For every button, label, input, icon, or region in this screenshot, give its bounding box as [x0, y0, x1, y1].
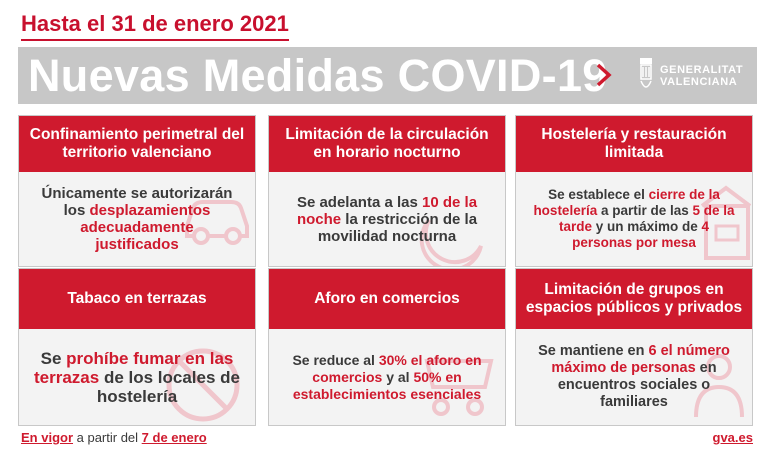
page-title: Nuevas Medidas COVID-19	[28, 50, 608, 101]
card-title: Limitación de grupos en espacios públicos y privados	[516, 269, 752, 329]
generalitat-logo[interactable]	[638, 55, 752, 97]
title-banner	[18, 47, 757, 104]
card-body	[269, 329, 505, 425]
card-hosteleria	[515, 115, 753, 267]
card-body	[19, 172, 255, 266]
card-title: Confinamiento perimetral del territorio valenciano	[19, 116, 255, 172]
card-text: Se adelanta a las 10 de la noche la restricción de la movilidad nocturna	[296, 193, 478, 245]
card-title: Hostelería y restauración limitada	[516, 116, 752, 172]
card-body	[516, 329, 752, 425]
card-text: Se prohíbe fumar en las terrazas de los locales de hostelería	[34, 348, 240, 406]
card-text: Únicamente se autorizarán los desplazamientos adecuadamente justificados	[41, 185, 233, 253]
card-text: Se mantiene en 6 el número máximo de personas en encuentros sociales o familiares	[538, 343, 730, 410]
shield-icon	[638, 57, 654, 93]
chevron-right-icon	[594, 62, 614, 88]
card-body	[516, 172, 752, 266]
footer-vigor: En vigor a partir del 7 de enero	[21, 430, 207, 445]
card-aforo-comercios	[268, 268, 506, 426]
card-body	[269, 172, 505, 266]
card-title: Aforo en comercios	[269, 269, 505, 329]
logo-text: GENERALITAT VALENCIANA	[660, 64, 744, 88]
card-circulacion-nocturna	[268, 115, 506, 267]
website-link[interactable]: gva.es	[712, 430, 753, 445]
card-title: Tabaco en terrazas	[19, 269, 255, 329]
card-text: Se establece el cierre de la hostelería a partir de las 5 de la tarde y un máximo de 4 personas por mesa	[533, 187, 735, 250]
date-heading: Hasta el 31 de enero 2021	[21, 10, 289, 41]
card-grupos	[515, 268, 753, 426]
card-text: Se reduce al 30% el aforo en comercios y al 50% en establecimientos esenciales	[292, 351, 482, 402]
card-confinamiento	[18, 115, 256, 267]
card-tabaco	[18, 268, 256, 426]
card-body	[19, 329, 255, 425]
card-title: Limitación de la circulación en horario nocturno	[269, 116, 505, 172]
